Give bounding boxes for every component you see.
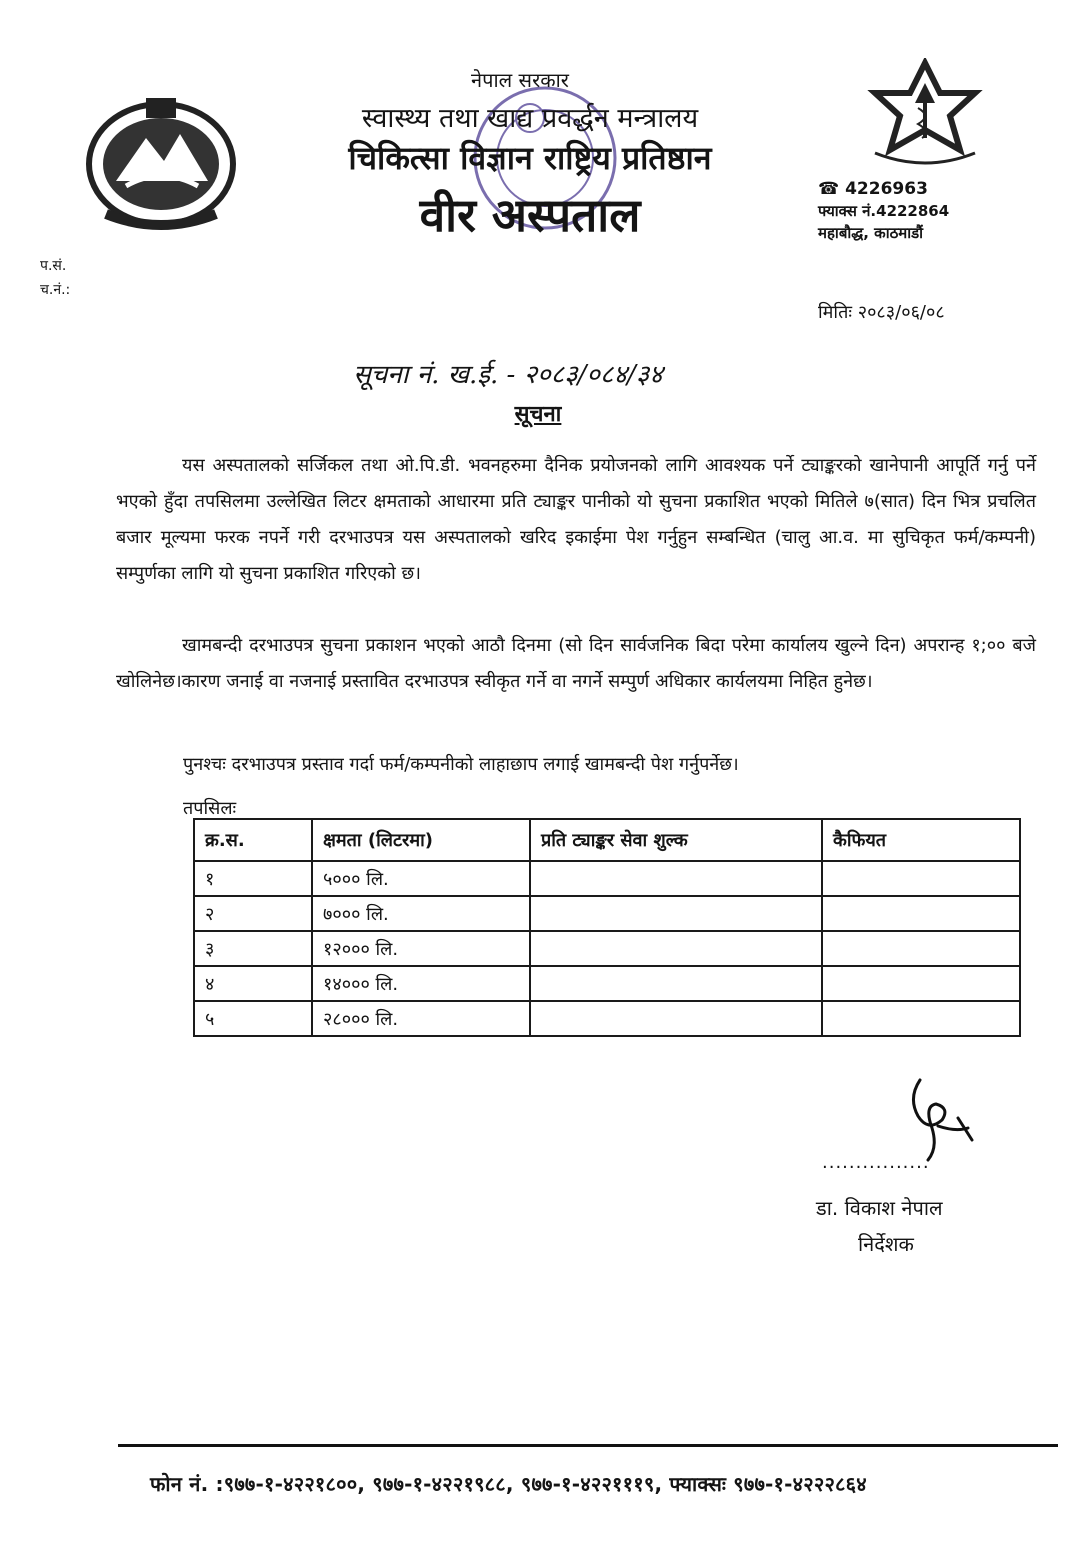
nepal-emblem-logo bbox=[76, 86, 246, 236]
notice-number: सूचना नं. ख.ई. - २०८३/०८४/३४ bbox=[353, 360, 663, 390]
cell-capacity: २८००० लि. bbox=[312, 1001, 530, 1036]
table-header-row bbox=[194, 819, 1020, 861]
government-name: नेपाल सरकार bbox=[471, 68, 569, 92]
ref-number-label: प.सं. bbox=[40, 258, 67, 274]
cell-remarks bbox=[822, 931, 1020, 966]
table-row bbox=[194, 896, 1020, 931]
table-row bbox=[194, 1001, 1020, 1036]
paragraph-2: खामबन्दी दरभाउपत्र सुचना प्रकाशन भएको आठौ दिनमा (सो दिन सार्वजनिक बिदा परेमा कार्यालय खुल्ने दिन) अपरान्ह १;०० बजे खोलिनेछ।कारण जनाई वा नजनाई प्रस्तावित दरभाउपत्र स्वीकृत गर्ने वा नगर्ने सम्पुर्ण अधिकार कार्यलयमा निहित हुनेछ। bbox=[116, 635, 1036, 692]
cell-service-charge bbox=[530, 966, 822, 1001]
cell-remarks bbox=[822, 966, 1020, 1001]
ministry-name: स्वास्थ्य तथा खाद्य प्रवर्द्धन मन्त्रालय bbox=[361, 103, 699, 134]
footer-contact: फोन नं. :९७७-१-४२२१८००, ९७७-१-४२२१९८८, ९७७-१-४२२१११९, फ्याक्सः ९७७-१-४२२२८६४ bbox=[150, 1472, 867, 1496]
cell-service-charge bbox=[530, 1001, 822, 1036]
footer-divider bbox=[118, 1444, 1058, 1447]
table-row bbox=[194, 931, 1020, 966]
signer-name: डा. विकाश नेपाल bbox=[816, 1196, 943, 1220]
cell-remarks bbox=[822, 861, 1020, 896]
address: महाबौद्ध, काठमाडौं bbox=[818, 224, 924, 242]
phone-number: 4226963 bbox=[845, 179, 928, 199]
col-capacity: क्षमता (लिटरमा) bbox=[312, 819, 530, 861]
col-serial: क्र.स. bbox=[194, 819, 312, 861]
signer-title: निर्देशक bbox=[858, 1232, 914, 1256]
details-table bbox=[193, 818, 1021, 1037]
cell-capacity: ७००० लि. bbox=[312, 896, 530, 931]
cell-serial: ४ bbox=[194, 966, 312, 1001]
cell-remarks bbox=[822, 1001, 1020, 1036]
fax-number: फ्याक्स नं.4222864 bbox=[818, 202, 950, 220]
reference-block bbox=[40, 254, 70, 302]
table-row bbox=[194, 966, 1020, 1001]
cell-service-charge bbox=[530, 896, 822, 931]
table-row bbox=[194, 861, 1020, 896]
institution-name: चिकित्सा विज्ञान राष्ट्रिय प्रतिष्ठान bbox=[348, 139, 712, 177]
hospital-name: वीर अस्पताल bbox=[419, 188, 641, 242]
contact-block bbox=[818, 178, 949, 244]
cell-serial: १ bbox=[194, 861, 312, 896]
cell-capacity: १४००० लि. bbox=[312, 966, 530, 1001]
col-remarks: कैफियत bbox=[822, 819, 1020, 861]
cell-serial: ५ bbox=[194, 1001, 312, 1036]
hospital-star-logo bbox=[860, 58, 990, 173]
cell-capacity: १२००० लि. bbox=[312, 931, 530, 966]
signature-line: ................ bbox=[822, 1152, 930, 1173]
cell-serial: ३ bbox=[194, 931, 312, 966]
cell-service-charge bbox=[530, 931, 822, 966]
paragraph-1: यस अस्पतालको सर्जिकल तथा ओ.पि.डी. भवनहरुमा दैनिक प्रयोजनको लागि आवश्यक पर्ने ट्याङ्करको खानेपानी आपूर्ति गर्नु पर्ने भएको हुँदा तपसिलमा उल्लेखित लिटर क्षमताको आधारमा प्रति ट्याङ्कर पानीको यो सुचना प्रकाशित भएको मितिले ७(सात) दिन भित्र प्रचलित बजार मूल्यमा फरक नपर्ने गरी दरभाउपत्र यस अस्पतालको खरिद इकाईमा पेश गर्नुहुन सम्बन्धित (चालु आ.व. मा सुचिकृत फर्म/कम्पनी) सम्पुर्णका लागि यो सुचना प्रकाशित गरिएको छ। bbox=[116, 455, 1036, 584]
handwritten-signature bbox=[898, 1068, 978, 1164]
col-service-charge: प्रति ट्याङ्कर सेवा शुल्क bbox=[530, 819, 822, 861]
cell-serial: २ bbox=[194, 896, 312, 931]
table-label: तपसिलः bbox=[183, 798, 237, 819]
dispatch-number-label: च.नं.: bbox=[40, 282, 71, 298]
phone-icon: ☎ bbox=[818, 179, 846, 199]
notice-title: सूचना bbox=[514, 402, 562, 427]
paragraph-postscript: पुनश्चः दरभाउपत्र प्रस्ताव गर्दा फर्म/कम्पनीको लाहाछाप लगाई खामबन्दी पेश गर्नुपर्नेछ। bbox=[183, 754, 739, 775]
notice-date: मितिः २०८३/०६/०८ bbox=[818, 302, 945, 323]
cell-service-charge bbox=[530, 861, 822, 896]
cell-remarks bbox=[822, 896, 1020, 931]
cell-capacity: ५००० लि. bbox=[312, 861, 530, 896]
